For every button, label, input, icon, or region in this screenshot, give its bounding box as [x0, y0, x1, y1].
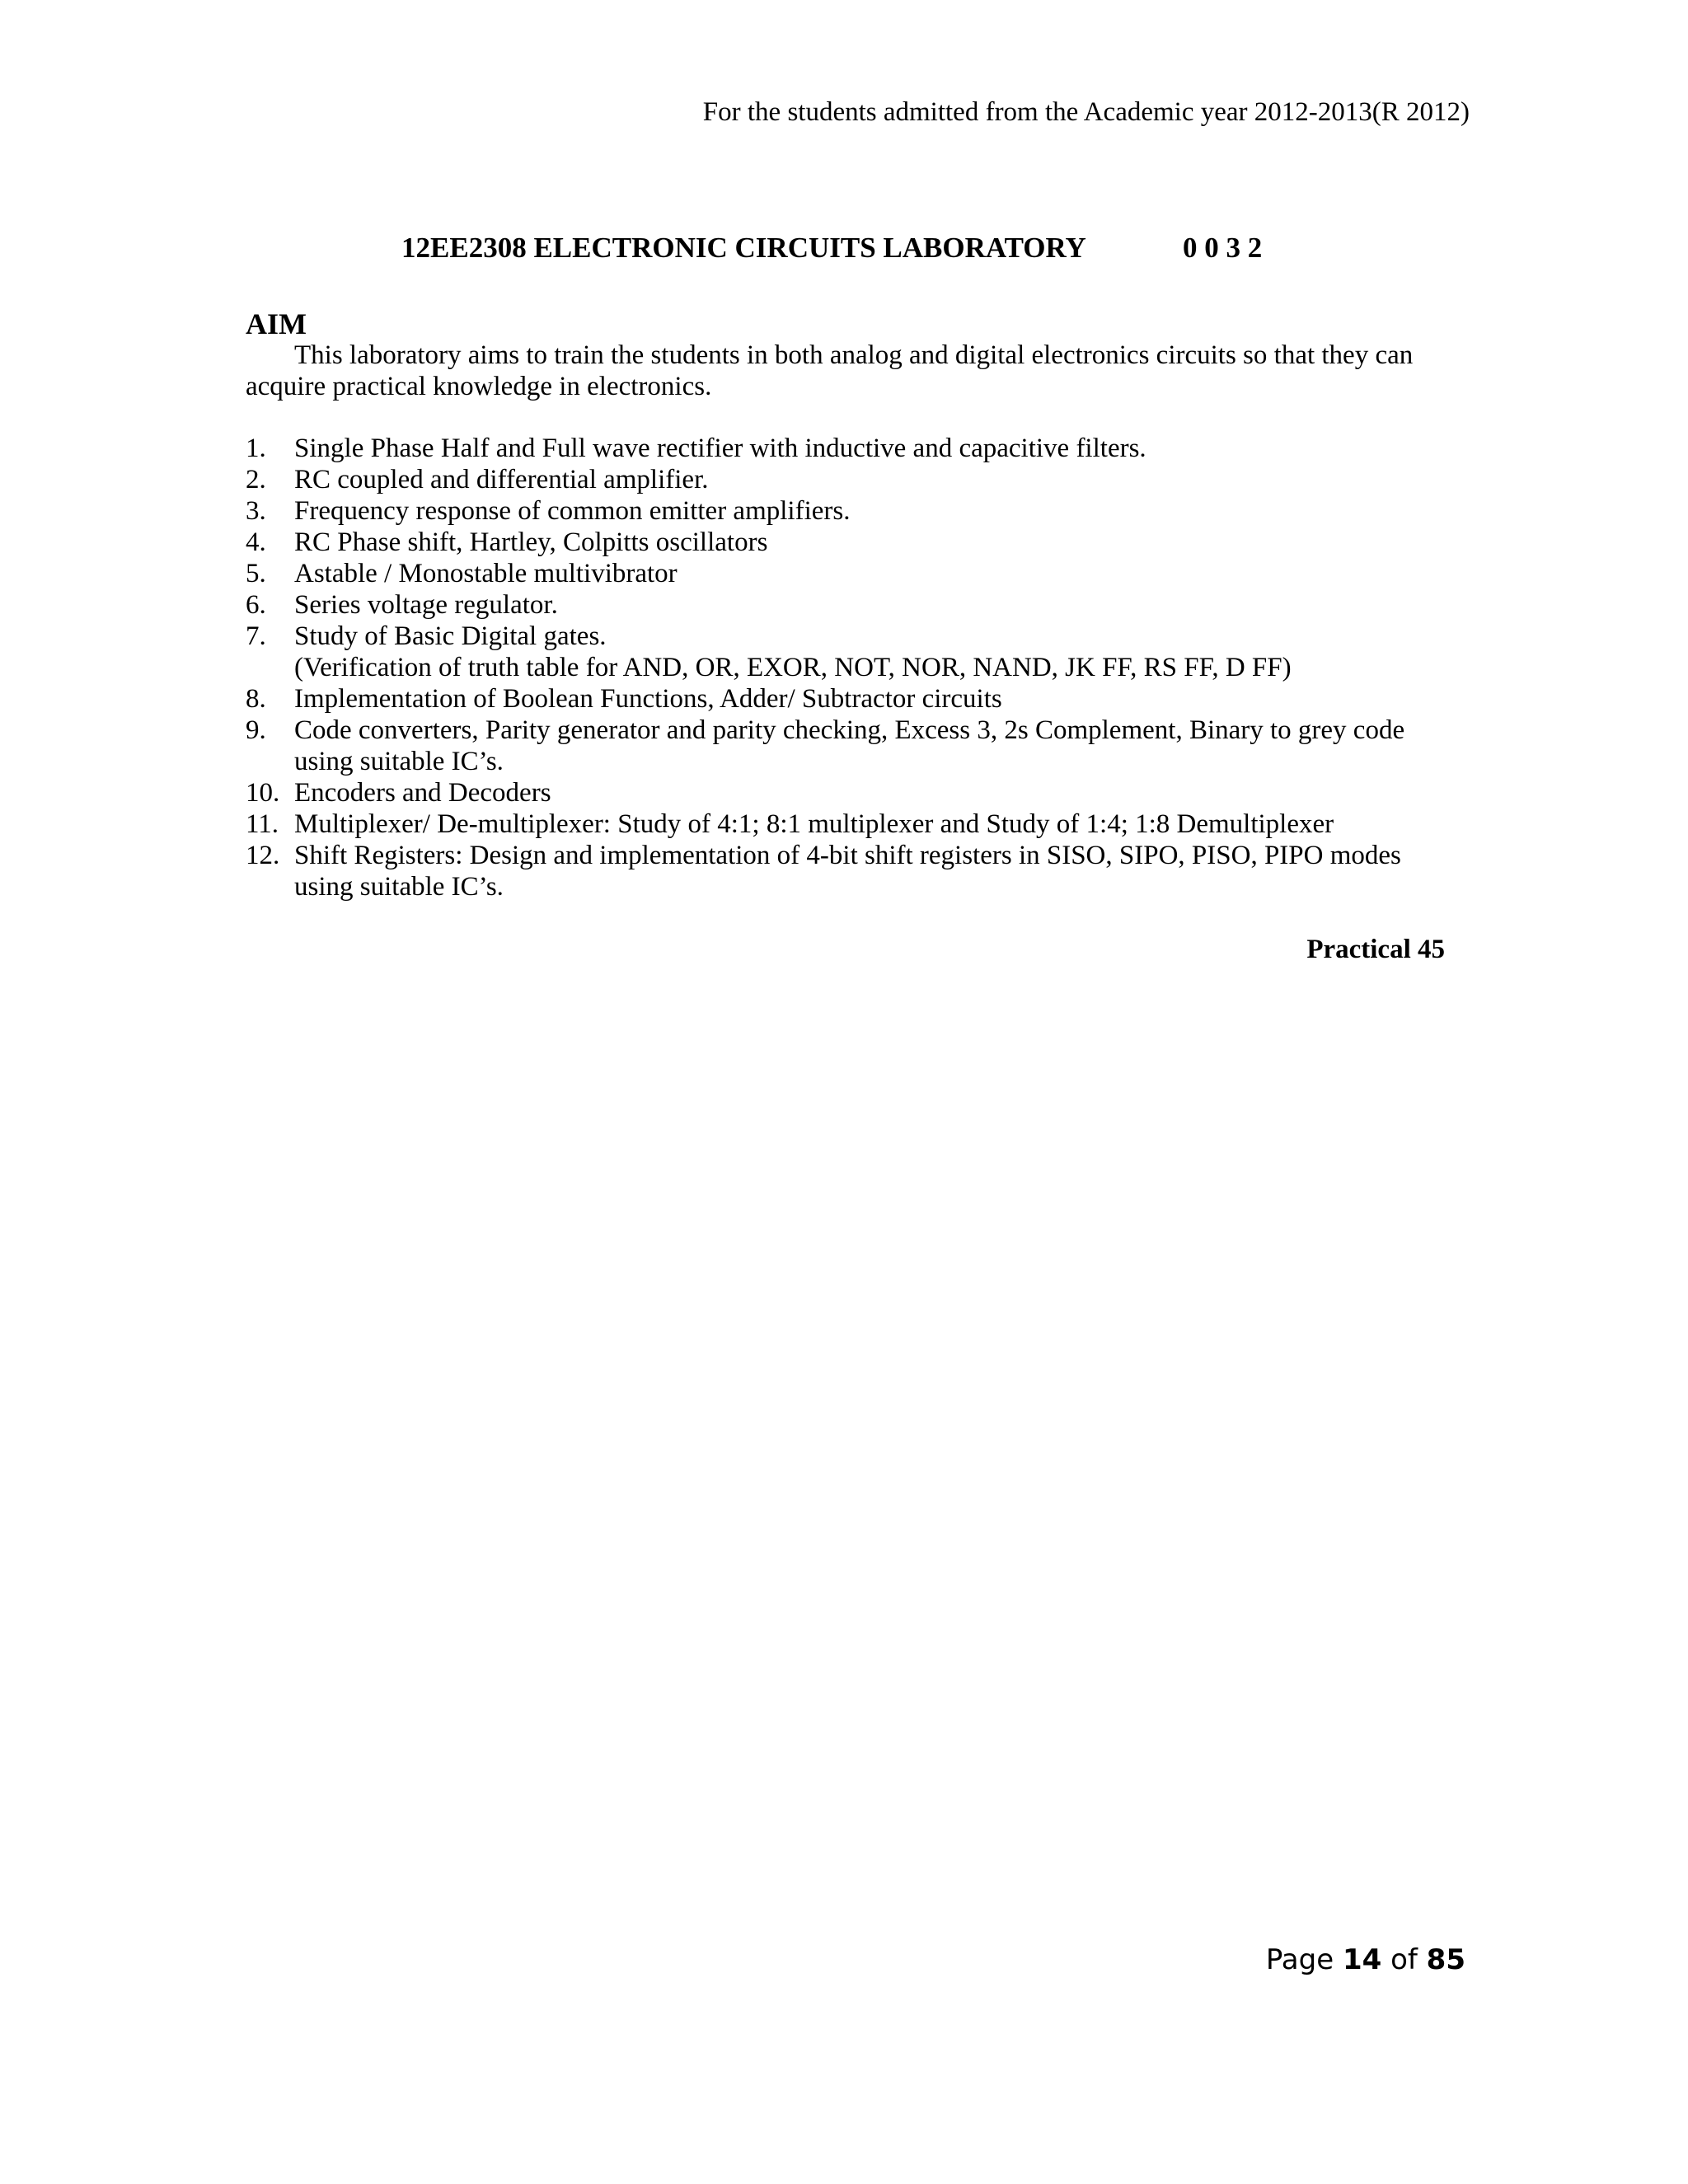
list-item: [246, 715, 1449, 777]
list-item: [246, 433, 1449, 464]
total-pages: 85: [1426, 1943, 1465, 1976]
item-number: 6.: [246, 590, 266, 620]
course-code-title: 12EE2308 ELECTRONIC CIRCUITS LABORATORY: [401, 232, 1086, 264]
of-label: of: [1390, 1943, 1418, 1976]
list-item: [246, 527, 1449, 558]
item-text: Frequency response of common emitter amplifiers.: [294, 496, 851, 526]
item-number: 5.: [246, 559, 266, 588]
item-number: 3.: [246, 496, 266, 526]
item-text: RC coupled and differential amplifier.: [294, 465, 709, 494]
list-item: [246, 621, 1449, 683]
page-label: Page: [1265, 1943, 1334, 1976]
item-number: 11.: [246, 809, 279, 839]
item-text: Implementation of Boolean Functions, Adder/ Subtractor circuits: [294, 684, 1002, 714]
item-text: RC Phase shift, Hartley, Colpitts oscillators: [294, 527, 768, 557]
item-number: 10.: [246, 778, 280, 808]
list-item: [246, 777, 1449, 808]
item-text: Encoders and Decoders: [294, 778, 551, 808]
page-number: [1266, 1943, 1465, 1976]
list-item: [246, 683, 1449, 715]
item-text: Code converters, Parity generator and parity checking, Excess 3, 2s Complement, Binary to grey code using suitable IC’s.: [294, 715, 1405, 776]
item-number: 7.: [246, 621, 266, 651]
list-item: [246, 558, 1449, 589]
item-text: Shift Registers: Design and implementation of 4-bit shift registers in SISO, SIPO, PISO, PIPO modes using suitable IC’s.: [294, 841, 1401, 902]
item-text: Study of Basic Digital gates.: [294, 621, 607, 651]
item-text: Single Phase Half and Full wave rectifier with inductive and capacitive filters.: [294, 434, 1146, 463]
item-number: 4.: [246, 527, 266, 557]
course-credits: 0 0 3 2: [1183, 232, 1263, 264]
aim-heading: AIM: [246, 307, 307, 340]
item-number: 9.: [246, 715, 266, 745]
current-page: 14: [1342, 1943, 1382, 1976]
item-number: 1.: [246, 434, 266, 463]
list-item: [246, 840, 1449, 902]
list-item: [246, 495, 1449, 527]
list-item: [246, 464, 1449, 495]
header-note: For the students admitted from the Academic year 2012-2013(R 2012): [702, 97, 1470, 127]
list-item: [246, 808, 1449, 840]
item-text: Series voltage regulator.: [294, 590, 558, 620]
list-item: [246, 589, 1449, 621]
practical-hours: Practical 45: [1306, 935, 1445, 964]
item-number: 8.: [246, 684, 266, 714]
item-text: Multiplexer/ De-multiplexer: Study of 4:1; 8:1 multiplexer and Study of 1:4; 1:8 Demultiplexer: [294, 809, 1334, 839]
course-title: [401, 232, 1263, 265]
item-number: 2.: [246, 465, 266, 494]
item-text: Astable / Monostable multivibrator: [294, 559, 678, 588]
item-subtext: (Verification of truth table for AND, OR, EXOR, NOT, NOR, NAND, JK FF, RS FF, D FF): [294, 653, 1292, 682]
experiment-list: [246, 433, 1449, 902]
item-number: 12.: [246, 841, 280, 870]
aim-text: This laboratory aims to train the students in both analog and digital electronics circuits so that they can acquire practical knowledge in electronics.: [246, 340, 1414, 401]
